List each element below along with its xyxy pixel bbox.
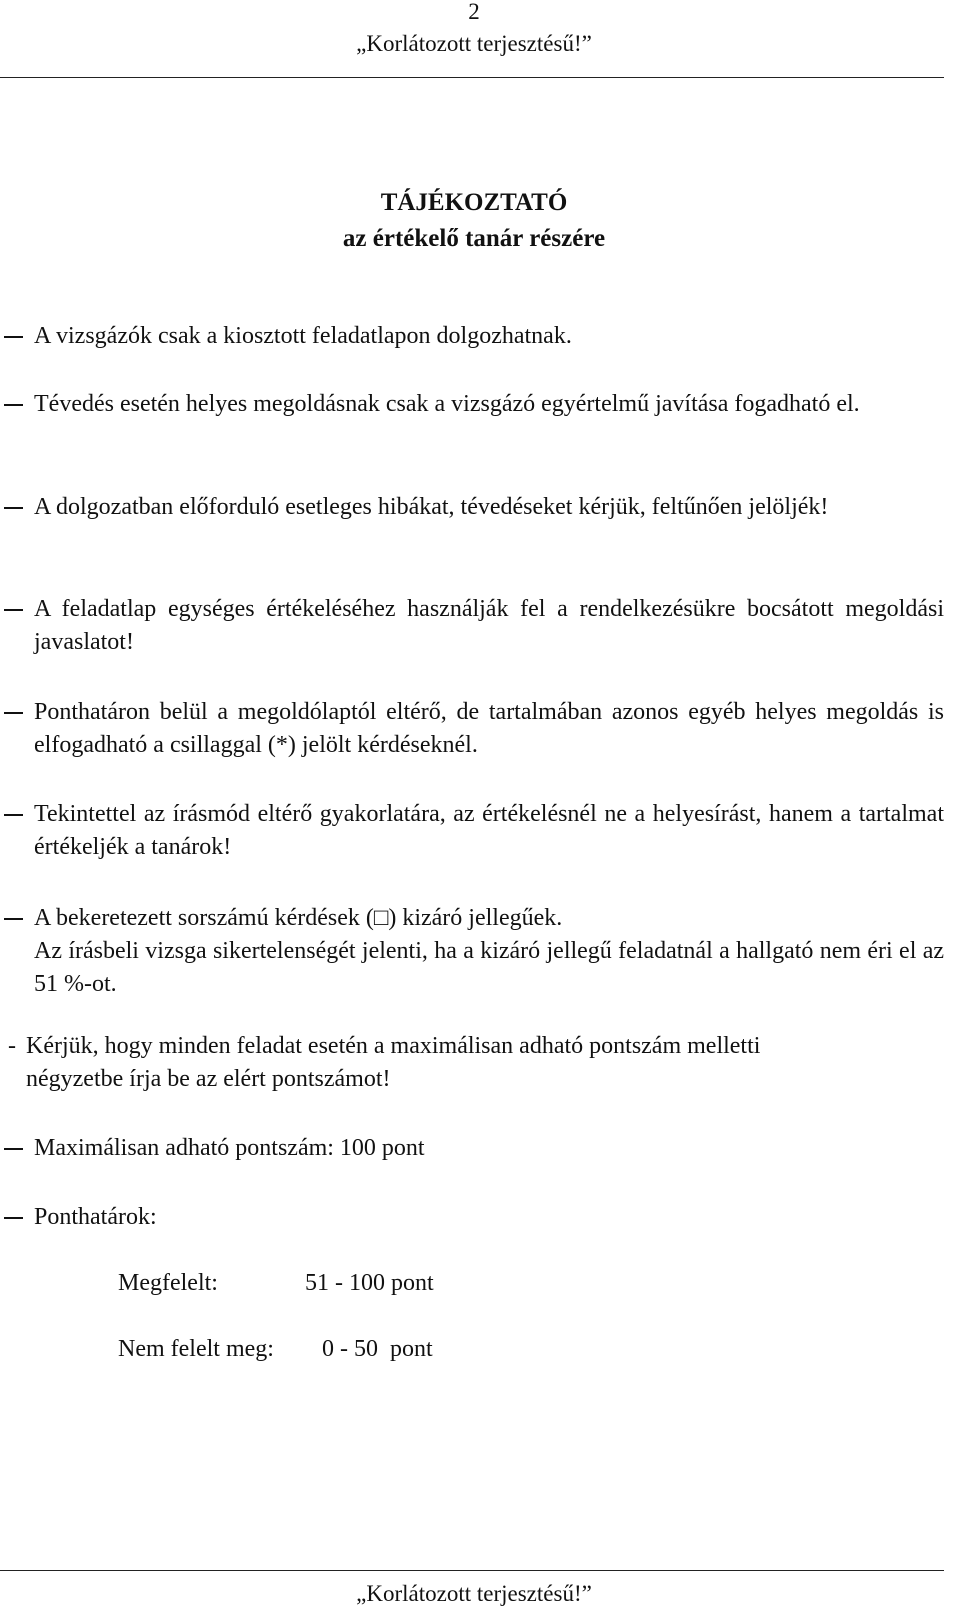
list-item-continuation (0, 935, 944, 1001)
list-item-text: Ponthatáron belül a megoldólaptól eltérő, de tartalmában azonos egyéb helyes megoldás is elfogadható a csillaggal (*) jelölt kérdéseknél. (34, 699, 944, 758)
list-item (0, 388, 944, 421)
dash-bullet (4, 507, 23, 509)
list-item-text: A feladatlap egységes értékeléséhez használják fel a rendelkezésükre bocsátott megoldási javaslatot! (34, 596, 944, 655)
thresholds-label: Ponthatárok: (34, 1204, 157, 1230)
document-subtitle: az értékelő tanár részére (342, 225, 606, 252)
list-item-text: Tévedés esetén helyes megoldásnak csak a vizsgázó egyértelmű javítása fogadható el. (34, 391, 860, 417)
list-item-text: A vizsgázók csak a kiosztott feladatlapon dolgozhatnak. (34, 323, 572, 349)
list-item-text: A dolgozatban előforduló esetleges hibákat, tévedéseket kérjük, feltűnően jelöljék! (34, 494, 829, 520)
document-title: TÁJÉKOZTATÓ (380, 189, 568, 216)
list-item (0, 902, 944, 935)
header-distribution-note: „Korlátozott terjesztésű!” (356, 31, 592, 56)
dash-bullet (4, 404, 23, 406)
list-item (0, 798, 944, 864)
max-points-text: Maximálisan adható pontszám: 100 pont (34, 1135, 425, 1161)
list-item (8, 1030, 944, 1096)
list-item-text: Az írásbeli vizsga sikertelenségét jelenti, ha a kizáró jellegű feladatnál a hallgató nem éri el az 51 %-ot. (34, 938, 944, 997)
list-item-text: Tekintettel az írásmód eltérő gyakorlatára, az értékelésnél ne a helyesírást, hanem a tartalmat értékeljék a tanárok! (34, 801, 944, 860)
dash-bullet (4, 712, 23, 714)
threshold-fail-label: Nem felelt meg: (118, 1336, 274, 1362)
footer-rule (0, 1570, 944, 1571)
threshold-pass-value: 51 - 100 pont (305, 1270, 434, 1296)
list-item (0, 491, 944, 524)
dash-bullet (4, 918, 23, 920)
dash-bullet (4, 1148, 23, 1150)
page-number: 2 (468, 0, 480, 24)
list-item-text: A bekeretezett sorszámú kérdések (□) kizáró jellegűek. (34, 905, 563, 931)
dash-bullet (4, 609, 23, 611)
dash-bullet (4, 336, 23, 338)
threshold-fail-value: 0 - 50 pont (322, 1336, 433, 1362)
list-item (0, 320, 944, 353)
max-points-item (0, 1132, 944, 1165)
dash-bullet (4, 1217, 23, 1219)
list-item-text: Kérjük, hogy minden feladat esetén a maximálisan adható pontszám melletti négyzetbe írja be az elért pontszámot! (26, 1033, 761, 1092)
header-rule (0, 77, 944, 78)
list-item (0, 696, 944, 762)
dash-bullet (4, 814, 23, 816)
hyphen-bullet: - (8, 1033, 16, 1059)
footer-distribution-note: „Korlátozott terjesztésű!” (356, 1581, 592, 1606)
threshold-pass-label: Megfelelt: (118, 1270, 218, 1296)
list-item (0, 593, 944, 659)
thresholds-item (0, 1201, 944, 1234)
